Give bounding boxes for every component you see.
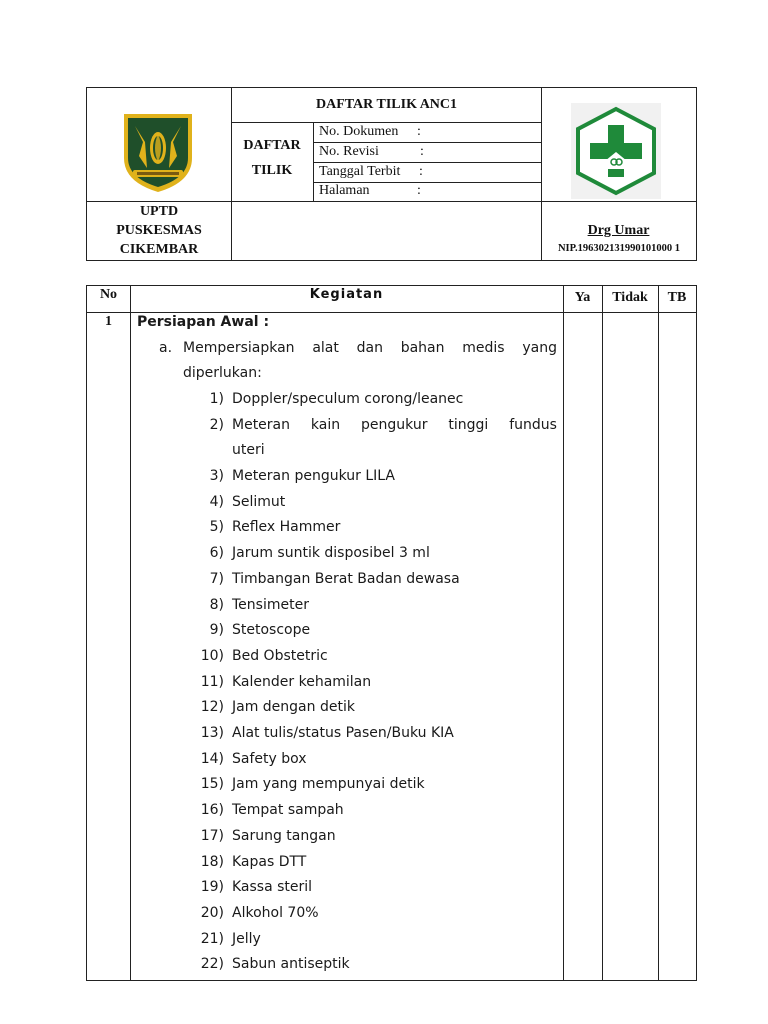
- list-item-text: Safety box: [232, 751, 307, 767]
- header-line-bottom: [87, 201, 696, 202]
- col-divider-ya: [563, 286, 564, 980]
- sub-item-a-word: bahan: [400, 340, 445, 356]
- col-divider-tb: [658, 286, 659, 980]
- col-header-ya: Ya: [574, 290, 591, 305]
- section-title: Persiapan Awal :: [137, 314, 270, 330]
- list-item-number: 6): [209, 545, 224, 561]
- field-no-dokumen: No. Dokumen: [319, 124, 399, 139]
- list-item-text: Jelly: [232, 931, 261, 947]
- header-line-1: [313, 142, 542, 143]
- list-item-number: 17): [200, 828, 224, 844]
- org-line-cikembar: CIKEMBAR: [119, 242, 199, 257]
- list-item-number: 8): [209, 597, 224, 613]
- list-item-text: Meteran pengukur LILA: [232, 468, 395, 484]
- sub-item-a-word: Mempersiapkan: [183, 340, 295, 356]
- list-item-text: Jam yang mempunyai detik: [232, 776, 425, 792]
- col-header-kegiatan: Kegiatan: [309, 287, 384, 302]
- list-item-number: 11): [200, 674, 224, 690]
- sub-item-a-word: alat: [312, 340, 339, 356]
- document-header-table: [86, 87, 697, 261]
- list-item-number: 15): [200, 776, 224, 792]
- list-item-number: 21): [200, 931, 224, 947]
- list-item-text: Reflex Hammer: [232, 519, 341, 535]
- list-item-text: Kalender kehamilan: [232, 674, 372, 690]
- list-item-text: Jarum suntik disposibel 3 ml: [232, 545, 430, 561]
- list-item-text: Sarung tangan: [232, 828, 336, 844]
- header-line-2: [313, 162, 542, 163]
- list-item-text: Bed Obstetric: [232, 648, 328, 664]
- col-header-no: No: [99, 287, 118, 302]
- field-colon: :: [417, 183, 421, 198]
- list-item-text: Kassa steril: [232, 879, 313, 895]
- org-line-uptd: UPTD: [139, 204, 179, 219]
- org-line-puskesmas: PUSKESMAS: [116, 223, 202, 238]
- list-item-number: 7): [209, 571, 224, 587]
- row-number: 1: [105, 314, 112, 329]
- list-item-number: 12): [200, 699, 224, 715]
- doctor-name: Drg Umar: [587, 223, 650, 238]
- list-item-number: 14): [200, 751, 224, 767]
- list-item-text: Selimut: [232, 494, 286, 510]
- sub-item-a-line1: [183, 339, 557, 357]
- sub-item-a-word: medis: [462, 340, 505, 356]
- col-header-tb: TB: [667, 290, 687, 305]
- field-tanggal-terbit: Tanggal Terbit: [319, 164, 401, 179]
- list-item-text-continued: uteri: [232, 442, 265, 458]
- header-line-title: [231, 122, 542, 123]
- list-item-number: 18): [200, 854, 224, 870]
- list-item-text: Kapas DTT: [232, 854, 307, 870]
- list-item-number: 3): [209, 468, 224, 484]
- daftar-label: DAFTAR: [243, 138, 301, 153]
- list-item-number: 22): [200, 956, 224, 972]
- list-item-text: Jam dengan detik: [232, 699, 355, 715]
- list-item-number: 13): [200, 725, 224, 741]
- list-item-number: 1): [209, 391, 224, 407]
- regency-emblem-icon: [121, 112, 195, 194]
- list-item-text: Timbangan Berat Badan dewasa: [232, 571, 460, 587]
- list-item-number: 4): [209, 494, 224, 510]
- list-item-number: 10): [200, 648, 224, 664]
- list-item-text: Doppler/speculum corong/leanec: [232, 391, 464, 407]
- sub-item-a-word: dan: [356, 340, 383, 356]
- col-divider-no: [130, 286, 131, 980]
- field-colon: :: [417, 124, 421, 139]
- puskesmas-logo-icon: [571, 103, 661, 199]
- list-item-number: 5): [209, 519, 224, 535]
- field-colon: :: [419, 164, 423, 179]
- sub-item-a-word: yang: [522, 340, 557, 356]
- field-no-revisi: No. Revisi: [319, 144, 379, 159]
- document-title: DAFTAR TILIK ANC1: [315, 97, 458, 112]
- list-item-number: 20): [200, 905, 224, 921]
- list-item-text: Tempat sampah: [232, 802, 344, 818]
- list-item-number: 2): [209, 417, 224, 433]
- tilik-label: TILIK: [251, 163, 293, 178]
- col-divider-tidak: [602, 286, 603, 980]
- list-item-text: Alkohol 70%: [232, 905, 319, 921]
- list-item-number: 16): [200, 802, 224, 818]
- list-item-text: Alat tulis/status Pasen/Buku KIA: [232, 725, 454, 741]
- list-item-number: 9): [209, 622, 224, 638]
- list-item-text: Meteran kain pengukur tinggi fundus: [232, 417, 557, 433]
- checklist-table: [86, 285, 697, 981]
- list-item-number: 19): [200, 879, 224, 895]
- field-colon: :: [420, 144, 424, 159]
- list-item-text: Tensimeter: [232, 597, 309, 613]
- list-item-text: Stetoscope: [232, 622, 311, 638]
- list-item-text: Sabun antiseptik: [232, 956, 350, 972]
- field-halaman: Halaman: [319, 183, 370, 198]
- sub-item-a-line2: diperlukan:: [183, 365, 262, 381]
- col-header-tidak: Tidak: [612, 290, 648, 305]
- sub-item-marker: a.: [159, 340, 173, 356]
- doctor-nip: NIP.196302131990101000 1: [557, 243, 681, 254]
